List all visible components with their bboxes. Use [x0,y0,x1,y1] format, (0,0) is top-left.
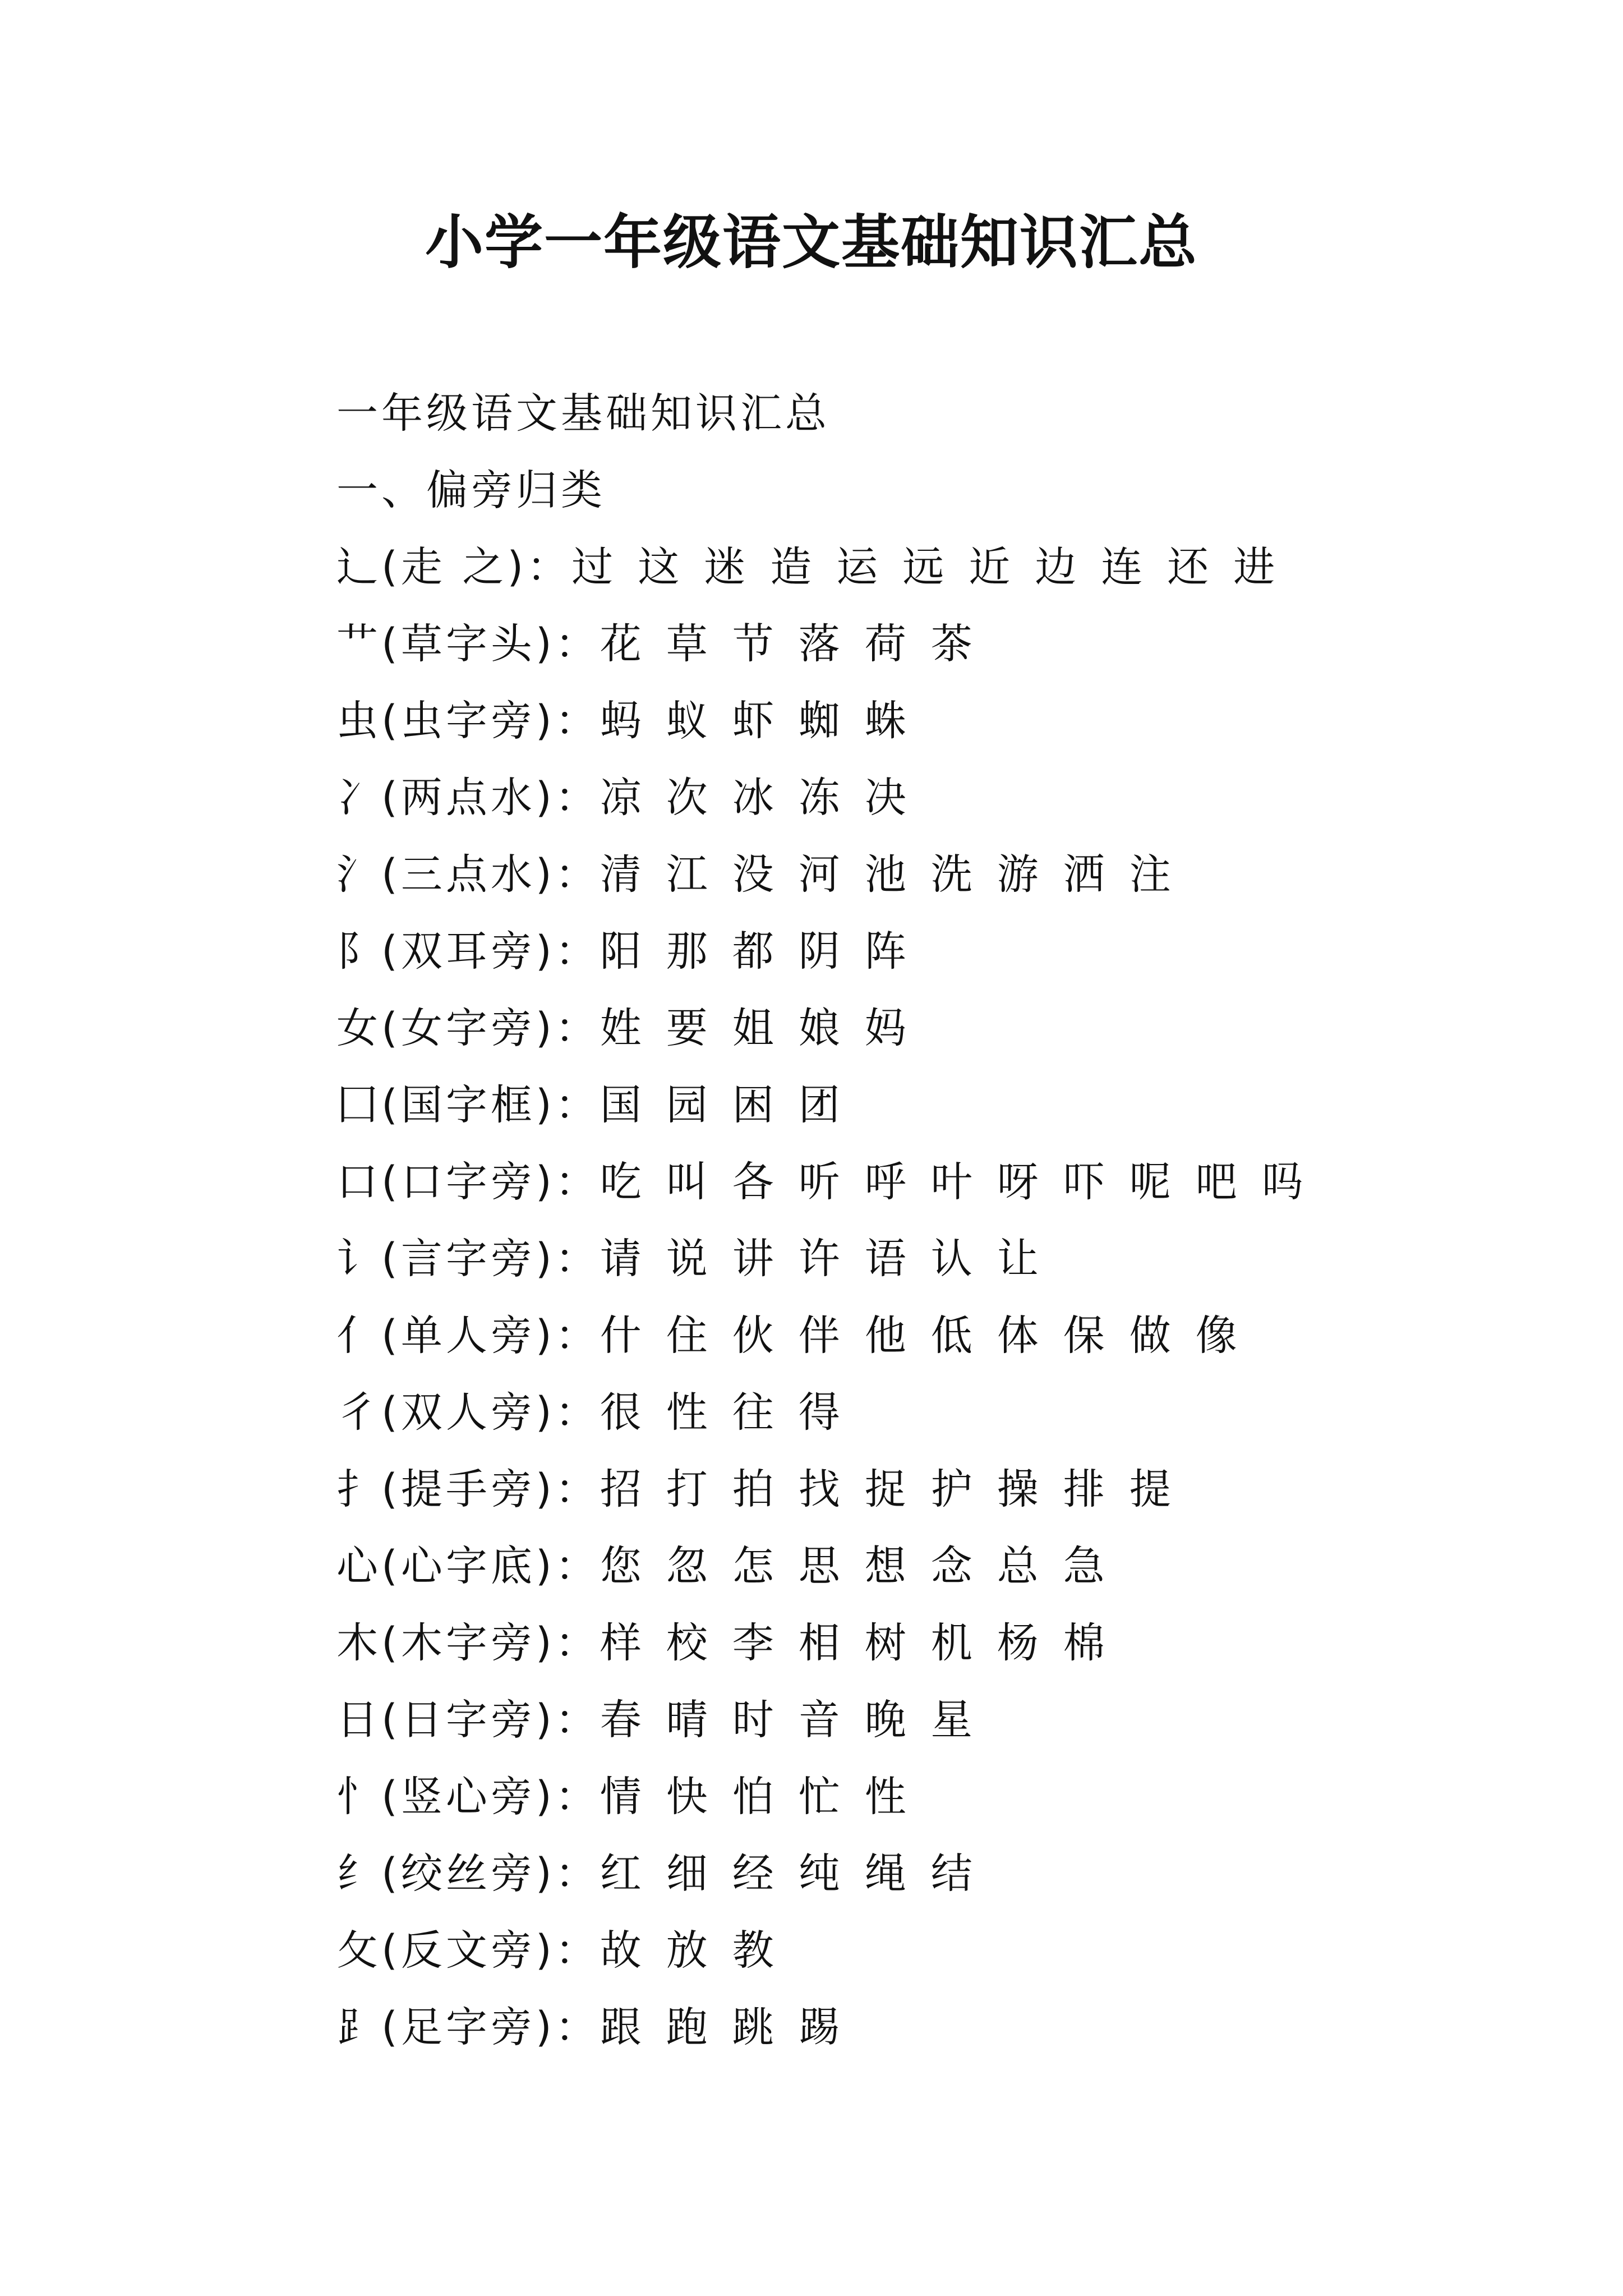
example-char: 忽 [666,1542,711,1590]
example-char: 校 [666,1619,711,1667]
radical-example-chars [600,1612,1129,1674]
example-char: 语 [864,1235,910,1283]
radical-example-chars [600,1843,997,1904]
example-char: 荷 [864,620,910,668]
example-char: 故 [600,1926,645,1975]
example-char: 放 [666,1926,711,1975]
radical-label: 亻(单人旁)： [336,1312,600,1360]
radical-label: 虫(虫字旁)： [336,697,600,745]
example-char: 性 [666,1388,711,1437]
example-char: 样 [600,1619,645,1667]
radical-row [336,1689,1514,1766]
radical-row [336,1074,1514,1151]
radical-label: 忄(竖心旁)： [336,1773,600,1821]
radical-example-chars [600,1382,865,1443]
example-char: 提 [1129,1465,1174,1513]
example-char: 做 [1129,1312,1174,1360]
example-char: 跳 [732,2003,777,2051]
example-char: 您 [600,1542,645,1590]
radical-label: 讠(言字旁)： [336,1235,600,1283]
example-char: 那 [666,927,711,976]
example-char: 江 [666,850,711,899]
example-char: 伙 [732,1312,777,1360]
radical-row [336,997,1514,1074]
radical-example-chars [600,1305,1262,1366]
example-char: 操 [997,1465,1042,1513]
example-char: 叶 [930,1158,976,1206]
example-char: 蚁 [666,697,711,745]
example-char: 凉 [600,774,645,822]
example-char: 吗 [1261,1158,1307,1206]
radical-label: 木(木字旁)： [336,1619,600,1667]
radical-row [336,536,1514,613]
radical-row [336,1382,1514,1458]
example-char: 绳 [864,1849,910,1898]
example-char: 姐 [732,1004,777,1052]
example-char: 音 [798,1696,843,1744]
example-char: 蛛 [864,697,910,745]
example-char: 晚 [864,1696,910,1744]
example-char: 春 [600,1696,645,1744]
example-char: 叫 [666,1158,711,1206]
example-char: 经 [732,1849,777,1898]
radical-row [336,921,1514,997]
example-char: 蚂 [600,697,645,745]
example-char: 造 [770,543,815,591]
example-char: 忙 [798,1773,843,1821]
example-char: 排 [1063,1465,1108,1513]
example-char: 虾 [732,697,777,745]
radical-example-chars [600,1535,1129,1597]
example-char: 蜘 [798,697,843,745]
example-char: 很 [600,1388,645,1437]
example-char: 得 [798,1388,843,1437]
example-char: 棉 [1063,1619,1108,1667]
radical-label: 女(女字旁)： [336,1004,600,1052]
radical-example-chars [600,1766,931,1828]
example-char: 体 [997,1312,1042,1360]
radical-label: 囗(国字框)： [336,1081,600,1129]
radical-label: 日(日字旁)： [336,1696,600,1744]
example-char: 快 [666,1773,711,1821]
radical-row [336,767,1514,844]
example-char: 李 [732,1619,777,1667]
example-char: 低 [930,1312,976,1360]
example-char: 听 [798,1158,843,1206]
radical-row [336,1228,1514,1305]
example-char: 园 [666,1081,711,1129]
example-char: 花 [600,620,645,668]
example-char: 招 [600,1465,645,1513]
example-char: 红 [600,1849,645,1898]
radical-example-chars [600,844,1196,905]
radical-example-chars [600,1920,799,1981]
example-char: 河 [798,850,843,899]
example-char: 许 [798,1235,843,1283]
example-char: 决 [864,774,910,822]
example-char: 住 [666,1312,711,1360]
example-char: 结 [930,1849,976,1898]
example-char: 茶 [930,620,976,668]
example-char: 保 [1063,1312,1108,1360]
example-char: 找 [798,1465,843,1513]
example-char: 吧 [1195,1158,1241,1206]
example-char: 洒 [1063,850,1108,899]
radical-row [336,1843,1514,1920]
radical-example-chars [600,1074,865,1136]
example-char: 这 [638,543,683,591]
radical-label: 彳(双人旁)： [336,1388,600,1437]
example-char: 迷 [704,543,749,591]
radical-label: 艹(草字头)： [336,620,600,668]
example-char: 洗 [930,850,976,899]
example-char: 怕 [732,1773,777,1821]
example-char: 运 [836,543,882,591]
radical-example-chars [600,1689,997,1751]
example-char: 呢 [1129,1158,1174,1206]
radical-row [336,690,1514,767]
example-char: 过 [571,543,617,591]
radical-label: ⻌(走 之)： [336,543,572,591]
example-char: 拍 [732,1465,777,1513]
example-char: 连 [1101,543,1146,591]
radical-example-chars [600,921,931,982]
example-char: 阴 [798,927,843,976]
example-char: 跟 [600,2003,645,2051]
example-char: 性 [864,1773,910,1821]
radical-row [336,1305,1514,1382]
example-char: 跑 [666,2003,711,2051]
example-char: 都 [732,927,777,976]
radical-row [336,1996,1514,2073]
example-char: 让 [997,1235,1042,1283]
radical-example-chars [600,1458,1196,1520]
example-char: 请 [600,1235,645,1283]
example-char: 边 [1035,543,1080,591]
radical-label: 氵(三点水)： [336,850,600,899]
radical-example-chars [600,613,997,675]
example-char: 杨 [997,1619,1042,1667]
example-char: 呀 [997,1158,1042,1206]
example-char: 捉 [864,1465,910,1513]
example-char: 晴 [666,1696,711,1744]
example-char: 呼 [864,1158,910,1206]
example-char: 星 [930,1696,976,1744]
radical-label: 冫(两点水)： [336,774,600,822]
example-char: 池 [864,850,910,899]
example-char: 要 [666,1004,711,1052]
example-char: 近 [969,543,1014,591]
radical-row [336,613,1514,690]
example-char: 细 [666,1849,711,1898]
example-char: 冰 [732,774,777,822]
example-char: 纯 [798,1849,843,1898]
radical-row [336,1920,1514,1996]
radical-example-chars [600,767,931,829]
example-char: 团 [798,1081,843,1129]
radical-label: 阝(双耳旁)： [336,927,600,976]
example-char: 姓 [600,1004,645,1052]
example-char: 往 [732,1388,777,1437]
example-char: 节 [732,620,777,668]
section-heading: 一、偏旁归类 [336,466,606,514]
radical-label: 心(心字底)： [336,1542,600,1590]
example-char: 讲 [732,1235,777,1283]
radical-example-chars [600,1996,865,2058]
example-char: 打 [666,1465,711,1513]
example-char: 困 [732,1081,777,1129]
example-char: 思 [798,1542,843,1590]
example-char: 草 [666,620,711,668]
example-char: 娘 [798,1004,843,1052]
radical-example-chars [600,1228,1063,1290]
example-char: 阵 [864,927,910,976]
radical-row [336,1535,1514,1612]
example-char: 机 [930,1619,976,1667]
page-title: 小学一年级语文基础知识汇总 [425,208,1198,277]
radical-row [336,844,1514,921]
example-char: 妈 [864,1004,910,1052]
example-char: 像 [1195,1312,1241,1360]
example-char: 注 [1129,850,1174,899]
example-char: 树 [864,1619,910,1667]
radical-label: ⻊(足字旁)： [336,2003,600,2051]
example-char: 什 [600,1312,645,1360]
example-char: 相 [798,1619,843,1667]
example-char: 念 [930,1542,976,1590]
example-char: 总 [997,1542,1042,1590]
radical-example-chars [600,997,931,1059]
example-char: 急 [1063,1542,1108,1590]
example-char: 国 [600,1081,645,1129]
example-char: 认 [930,1235,976,1283]
example-char: 游 [997,850,1042,899]
example-char: 吃 [600,1158,645,1206]
example-char: 没 [732,850,777,899]
radical-label: 纟(绞丝旁)： [336,1849,600,1898]
example-char: 吓 [1063,1158,1108,1206]
radical-example-chars [571,536,1299,598]
example-char: 护 [930,1465,976,1513]
example-char: 冻 [798,774,843,822]
example-char: 踢 [798,2003,843,2051]
example-char: 他 [864,1312,910,1360]
radical-label: 口(口字旁)： [336,1158,600,1206]
example-char: 清 [600,850,645,899]
radical-label: 攵(反文旁)： [336,1926,600,1975]
subtitle: 一年级语文基础知识汇总 [336,389,830,438]
radical-row [336,1766,1514,1843]
example-char: 各 [732,1158,777,1206]
example-char: 时 [732,1696,777,1744]
example-char: 情 [600,1773,645,1821]
document-body [336,383,1514,2073]
radical-example-chars [600,690,931,752]
example-char: 远 [902,543,948,591]
radical-example-chars [600,1151,1328,1213]
radical-row [336,1151,1514,1228]
radical-row [336,1612,1514,1689]
example-char: 想 [864,1542,910,1590]
example-char: 教 [732,1926,777,1975]
example-char: 还 [1167,543,1212,591]
example-char: 进 [1233,543,1279,591]
radical-label: 扌(提手旁)： [336,1465,600,1513]
example-char: 说 [666,1235,711,1283]
example-char: 次 [666,774,711,822]
example-char: 怎 [732,1542,777,1590]
example-char: 阳 [600,927,645,976]
radical-list [336,536,1514,2073]
radical-row [336,1458,1514,1535]
example-char: 伴 [798,1312,843,1360]
example-char: 落 [798,620,843,668]
